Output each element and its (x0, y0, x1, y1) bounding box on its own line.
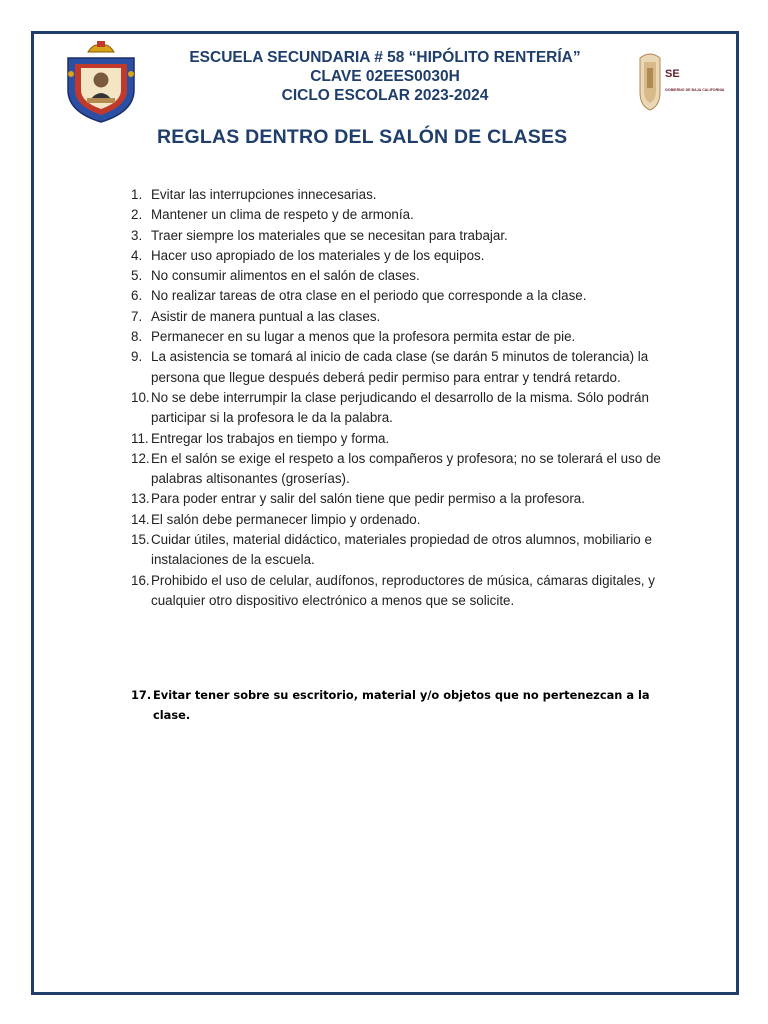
rule-number: 16. (131, 572, 150, 588)
rule-text: Mantener un clima de respeto y de armonía. (151, 207, 414, 223)
rule-17 (131, 685, 661, 725)
rule-text: No consumir alimentos en el salón de clases. (151, 268, 420, 284)
rule-number: 12. (131, 450, 150, 466)
rule-text: Hacer uso apropiado de los materiales y de los equipos. (151, 247, 485, 263)
rule-text: Permanecer en su lugar a menos que la profesora permita estar de pie. (151, 329, 576, 345)
rule-number: 2. (131, 207, 143, 223)
rule-text: Cuidar útiles, material didáctico, materiales propiedad de otros alumnos, mobiliario e instalaciones de la escuela. (151, 532, 652, 568)
rule-item (131, 226, 691, 246)
rule-item (131, 388, 691, 429)
rule-text: No se debe interrumpir la clase perjudicando el desarrollo de la misma. Sólo podrán participar si la profesora le da la palabra. (151, 389, 649, 426)
rule-number: 7. (131, 308, 143, 324)
rule-number: 10. (131, 389, 150, 405)
rule-number: 14. (131, 511, 150, 527)
rule-17-number: 17. (131, 688, 152, 702)
rule-text: Traer siempre los materiales que se necesitan para trabajar. (151, 227, 508, 243)
rule-item (131, 530, 691, 571)
rule-number: 8. (131, 329, 143, 345)
rule-item (131, 510, 691, 530)
rule-text: Prohibido el uso de celular, audífonos, reproductores de música, cámaras digitales, y cualquier otro dispositivo electrónico a menos que se solicite. (151, 572, 655, 608)
rule-item (131, 266, 691, 286)
rule-text: Asistir de manera puntual a las clases. (151, 308, 381, 324)
school-name: ESCUELA SECUNDARIA # 58 “HIPÓLITO RENTERÍA” (189, 49, 581, 66)
rule-text: En el salón se exige el respeto a los compañeros y profesora; no se tolerará el uso de palabras altisonantes (groserías). (151, 450, 661, 487)
rule-number: 5. (131, 268, 143, 284)
rule-number: 15. (131, 532, 150, 548)
rule-item (131, 429, 691, 449)
school-crest-logo (64, 40, 138, 124)
rule-number: 13. (131, 491, 150, 507)
page-title: REGLAS DENTRO DEL SALÓN DE CLASES (157, 126, 568, 148)
rule-17-text: Evitar tener sobre su escritorio, material y/o objetos que no pertenezcan a la clase. (153, 688, 650, 722)
rule-item (131, 307, 691, 327)
rule-item (131, 571, 691, 612)
rule-text: Entregar los trabajos en tiempo y forma. (151, 430, 390, 446)
school-header (140, 48, 630, 105)
rule-item (131, 449, 691, 490)
rule-item (131, 185, 691, 205)
rule-item (131, 205, 691, 225)
school-year: CICLO ESCOLAR 2023-2024 (281, 87, 489, 104)
state-shield-icon (636, 52, 664, 112)
rule-item (131, 347, 691, 388)
rule-number: 6. (131, 288, 143, 304)
rule-number: 3. (131, 227, 143, 243)
rule-item (131, 327, 691, 347)
rule-text: Para poder entrar y salir del salón tiene que pedir permiso a la profesora. (151, 491, 585, 507)
rule-number: 1. (131, 187, 143, 202)
rule-text: El salón debe permanecer limpio y ordenado. (151, 511, 421, 527)
rule-item (131, 286, 691, 306)
school-key: CLAVE 02EES0030H (310, 68, 460, 85)
rule-text: Evitar las interrupciones innecesarias. (151, 187, 377, 202)
rule-item (131, 489, 691, 509)
rule-text: La asistencia se tomará al inicio de cada clase (se darán 5 minutos de tolerancia) la persona que llegue después deberá pedir permiso para entrar y tendrá retardo. (151, 349, 649, 385)
rule-number: 11. (131, 430, 149, 446)
gov-abbr: SE (665, 68, 680, 80)
rule-number: 4. (131, 247, 143, 263)
gov-baja-california-logo (636, 52, 736, 112)
gov-name: GOBIERNO DE BAJA CALIFORNIA (665, 88, 725, 92)
rule-number: 9. (131, 349, 143, 365)
rule-text: No realizar tareas de otra clase en el periodo que corresponde a la clase. (151, 288, 587, 304)
rules-list (131, 185, 691, 611)
rule-item (131, 246, 691, 266)
